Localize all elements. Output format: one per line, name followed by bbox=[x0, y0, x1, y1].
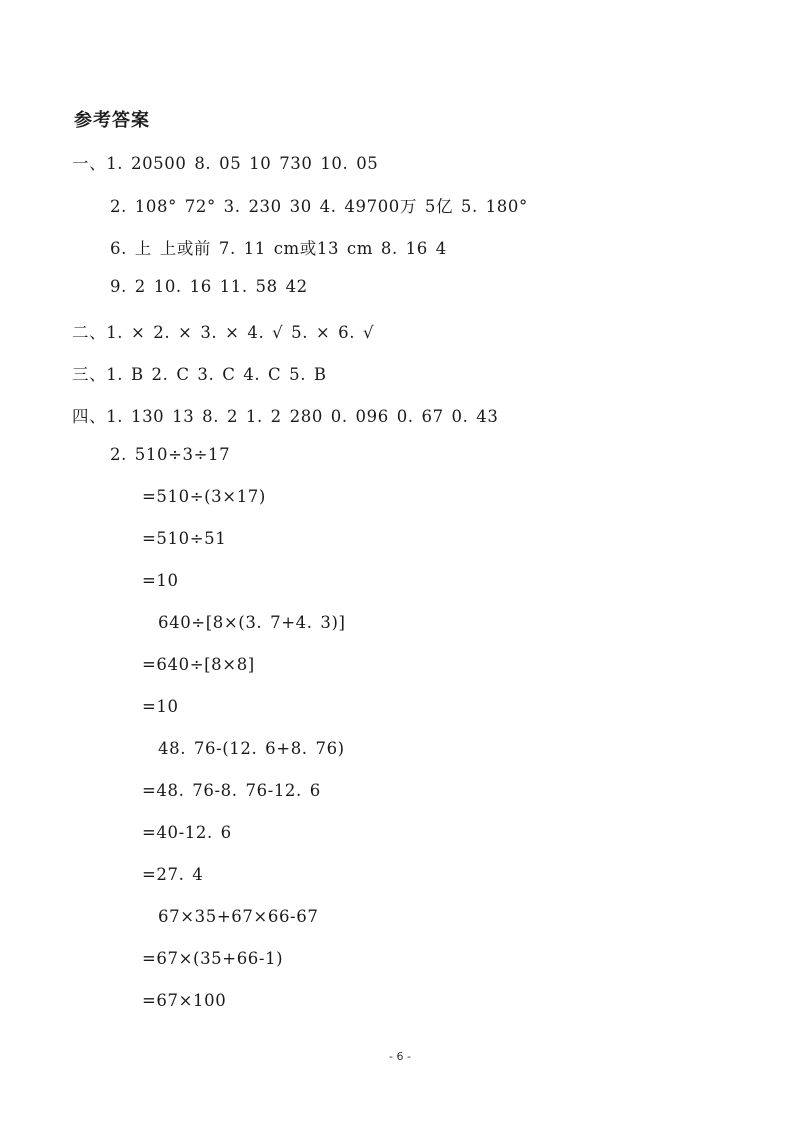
calc-line: =510÷(3×17) bbox=[142, 487, 266, 506]
calc-line: 640÷[8×(3. 7+4. 3)] bbox=[158, 613, 346, 632]
calc-line: =10 bbox=[142, 697, 179, 716]
calc-line: =510÷51 bbox=[142, 529, 227, 548]
page-number: - 6 - bbox=[389, 1050, 411, 1063]
calc-line: =10 bbox=[142, 571, 179, 590]
calc-line: 67×35+67×66-67 bbox=[158, 907, 319, 926]
page-title: 参考答案 bbox=[74, 110, 150, 131]
answer-line-4-1: 四、1. 130 13 8. 2 1. 2 280 0. 096 0. 67 0. 43 bbox=[72, 407, 499, 426]
calc-line: 48. 76-(12. 6+8. 76) bbox=[158, 739, 345, 758]
calc-line: =27. 4 bbox=[142, 865, 204, 884]
answer-line-2: 二、1. × 2. × 3. × 4. √ 5. × 6. √ bbox=[72, 323, 375, 342]
answer-line-3: 三、1. B 2. C 3. C 4. C 5. B bbox=[72, 365, 327, 384]
answer-line-1-6: 6. 上 上或前 7. 11 cm或13 cm 8. 16 4 bbox=[110, 239, 447, 258]
answer-line-1-9: 9. 2 10. 16 11. 58 42 bbox=[110, 277, 308, 296]
answer-line-1-2: 2. 108° 72° 3. 230 30 4. 49700万 5亿 5. 180° bbox=[110, 197, 528, 216]
calc-line: =40-12. 6 bbox=[142, 823, 232, 842]
calc-line: =67×100 bbox=[142, 991, 227, 1010]
calc-line: 2. 510÷3÷17 bbox=[110, 445, 231, 464]
calc-line: =67×(35+66-1) bbox=[142, 949, 284, 968]
answer-line-1-1: 一、1. 20500 8. 05 10 730 10. 05 bbox=[72, 154, 379, 173]
calc-line: =48. 76-8. 76-12. 6 bbox=[142, 781, 321, 800]
calc-line: =640÷[8×8] bbox=[142, 655, 255, 674]
